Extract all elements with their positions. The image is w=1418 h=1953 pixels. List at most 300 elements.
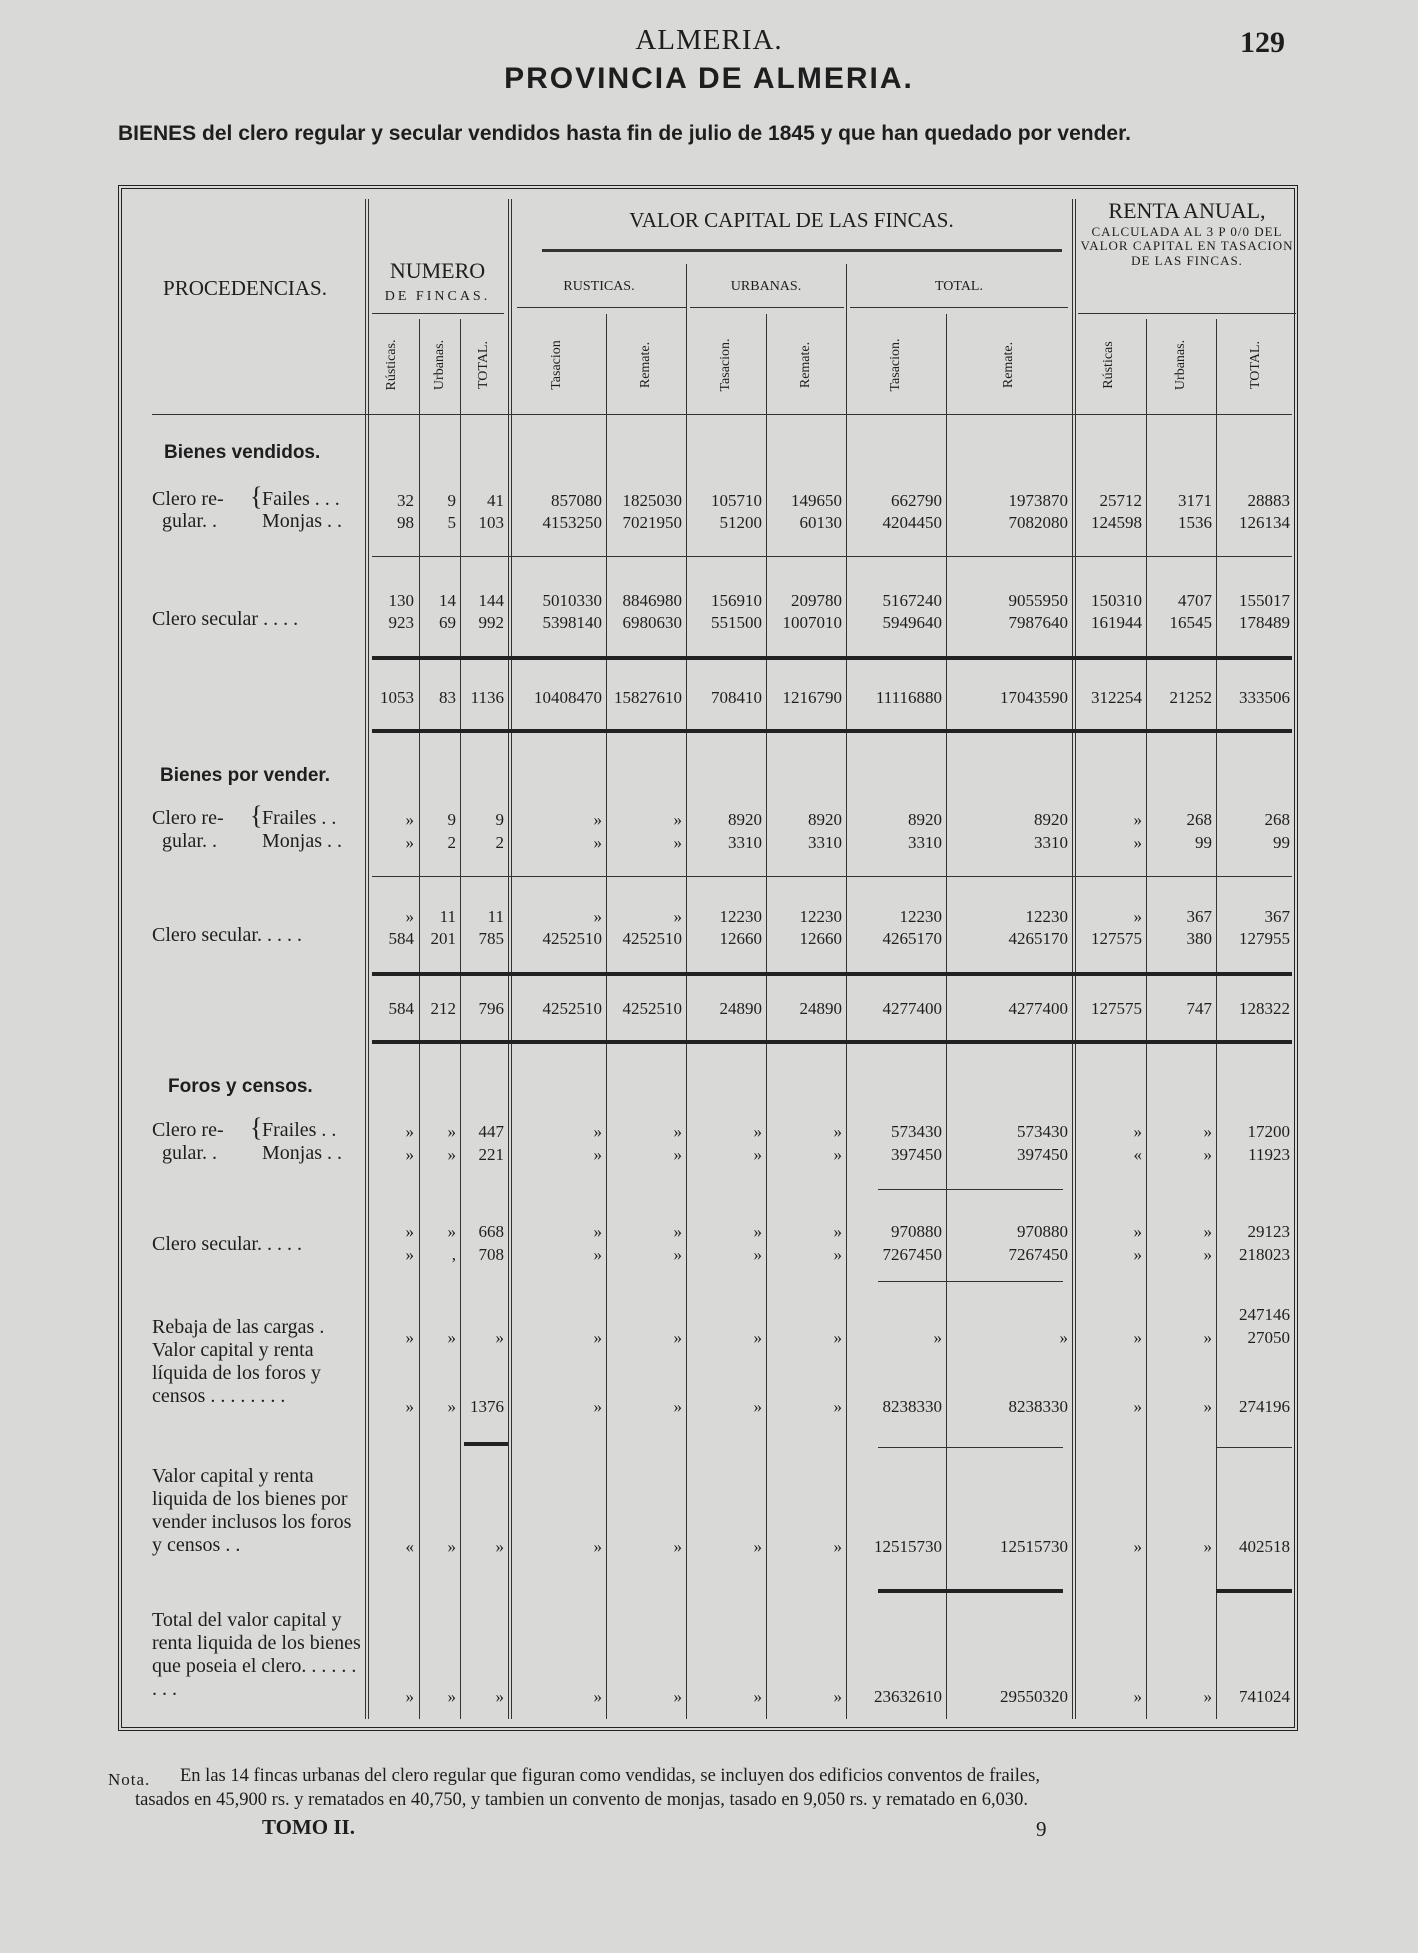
table-cell: »	[593, 1245, 602, 1264]
table-cell: »	[673, 1122, 682, 1141]
table-cell: 785	[478, 929, 504, 948]
header-rusticas: RUSTICAS.	[563, 279, 635, 294]
row-bienes	[122, 1535, 1294, 1559]
table-cell: 4707	[1178, 591, 1212, 610]
table-cell: 144	[478, 591, 504, 610]
brace-icon: {	[250, 482, 263, 511]
section-vendidos: Bienes vendidos.	[164, 442, 321, 463]
table-cell: »	[405, 1687, 414, 1706]
table-cell: 5167240	[882, 591, 942, 610]
table-cell: »	[833, 1537, 842, 1556]
table-cell: 1216790	[782, 688, 842, 707]
header-rule	[152, 414, 1292, 415]
table-cell: »	[1203, 1122, 1212, 1141]
table-cell: »	[753, 1397, 762, 1416]
table-cell: »	[405, 1222, 414, 1241]
divider-renta	[1072, 199, 1076, 1719]
table-cell: »	[1203, 1245, 1212, 1264]
table-cell: 149650	[791, 491, 842, 510]
table-cell: 60130	[799, 513, 842, 532]
row-p-secular	[122, 927, 1294, 951]
table-cell: 4153250	[542, 513, 602, 532]
table-cell: 4277400	[882, 999, 942, 1018]
table-cell: 178489	[1239, 613, 1290, 632]
table-cell: 8920	[1034, 810, 1068, 829]
table-cell: 4265170	[1008, 929, 1068, 948]
table-cell: »	[1133, 1222, 1142, 1241]
bienes-table	[118, 185, 1298, 1731]
label-rebaja: Rebaja de las cargas .	[152, 1316, 325, 1338]
table-cell: »	[1203, 1145, 1212, 1164]
table-cell: 8238330	[1008, 1397, 1068, 1416]
row-v-total	[122, 686, 1294, 710]
row-liquida	[122, 1395, 1294, 1419]
table-cell: »	[1133, 1537, 1142, 1556]
table-cell: 127575	[1091, 999, 1142, 1018]
col-renta-rusticas: Rústicas	[1101, 341, 1116, 389]
table-cell: »	[405, 1245, 414, 1264]
page-title: PROVINCIA DE ALMERIA.	[504, 62, 914, 95]
table-cell: 970880	[1017, 1222, 1068, 1241]
table-cell: 1536	[1178, 513, 1212, 532]
table-cell: 1053	[380, 688, 414, 707]
table-cell: »	[405, 1397, 414, 1416]
table-cell: 103	[478, 513, 504, 532]
tomo-label: TOMO II.	[262, 1815, 355, 1839]
table-cell: 5949640	[882, 613, 942, 632]
table-cell: 21252	[1169, 688, 1212, 707]
label-monjas: Monjas . .	[262, 830, 342, 852]
table-cell: »	[593, 810, 602, 829]
header-numero: NUMERO	[389, 258, 486, 283]
table-subtitle: BIENES del clero regular y secular vendidos hasta fin de julio de 1845 y que han quedado por vender.	[118, 122, 1131, 145]
table-cell: 268	[1264, 810, 1290, 829]
table-cell: 12230	[899, 907, 942, 926]
table-cell: 857080	[551, 491, 602, 510]
table-cell: 9	[447, 491, 456, 510]
rule	[878, 1281, 1063, 1282]
table-cell: 367	[1186, 907, 1212, 926]
note-line-1: En las 14 fincas urbanas del clero regular que figuran como vendidas, se incluyen dos edificios conventos de frailes,	[180, 1766, 1040, 1786]
table-cell: »	[753, 1537, 762, 1556]
table-cell: 12230	[719, 907, 762, 926]
table-cell: 8920	[728, 810, 762, 829]
table-cell: 212	[430, 999, 456, 1018]
table-cell: 7267450	[882, 1245, 942, 1264]
label-clero-re: Clero re-	[152, 488, 224, 510]
table-cell: 668	[478, 1222, 504, 1241]
table-cell: 2	[495, 833, 504, 852]
table-cell: 247146	[1239, 1305, 1290, 1324]
table-cell: 3310	[808, 833, 842, 852]
running-head: ALMERIA.	[635, 24, 783, 56]
table-cell: 69	[439, 613, 456, 632]
table-cell: 11	[439, 907, 456, 926]
brace-valor	[542, 249, 1062, 252]
col-tasacion-r: Tasacion	[549, 340, 564, 390]
table-cell: 397450	[891, 1145, 942, 1164]
table-cell: »	[673, 907, 682, 926]
table-cell: 17200	[1247, 1122, 1290, 1141]
table-cell: »	[495, 1537, 504, 1556]
table-cell: »	[593, 1397, 602, 1416]
table-cell: 992	[478, 613, 504, 632]
table-cell: »	[1133, 1122, 1142, 1141]
divider	[686, 264, 687, 1719]
table-cell: 4252510	[542, 999, 602, 1018]
table-cell: 150310	[1091, 591, 1142, 610]
table-cell: 3310	[908, 833, 942, 852]
table-cell: »	[673, 1222, 682, 1241]
table-cell: 1007010	[782, 613, 842, 632]
table-cell: 4204450	[882, 513, 942, 532]
table-cell: 99	[1273, 833, 1290, 852]
table-cell: 12660	[719, 929, 762, 948]
table-cell: 9	[447, 810, 456, 829]
table-cell: »	[405, 907, 414, 926]
table-cell: »	[405, 1328, 414, 1347]
brace-total	[850, 307, 1068, 308]
table-cell: »	[593, 1687, 602, 1706]
table-cell: 3171	[1178, 491, 1212, 510]
col-tasacion-u: Tasacion.	[718, 338, 733, 392]
table-cell: »	[593, 1222, 602, 1241]
table-cell: »	[593, 1145, 602, 1164]
table-cell: 4277400	[1008, 999, 1068, 1018]
table-cell: »	[673, 1145, 682, 1164]
header-de-fincas: DE FINCAS.	[384, 289, 491, 304]
table-cell: 10408470	[534, 688, 602, 707]
table-cell: »	[495, 1687, 504, 1706]
table-cell: »	[1203, 1397, 1212, 1416]
table-cell: 7021950	[622, 513, 682, 532]
table-cell: »	[833, 1328, 842, 1347]
col-total: TOTAL.	[476, 341, 491, 390]
row-p-frailes	[122, 808, 1294, 832]
table-cell: 274196	[1239, 1397, 1290, 1416]
row-p-monjas	[122, 831, 1294, 855]
label-gular: gular. .	[162, 830, 217, 852]
row-total	[122, 1685, 1294, 1709]
table-cell: «	[405, 1537, 414, 1556]
rule-thick	[372, 1040, 1292, 1044]
table-cell: »	[833, 1222, 842, 1241]
label-valor-liquida: Valor capital y renta líquida de los foros y censos . . . . . . . .	[152, 1339, 321, 1407]
table-cell: 333506	[1239, 688, 1290, 707]
table-cell: 7082080	[1008, 513, 1068, 532]
brace-icon: {	[250, 801, 263, 830]
table-cell: 12230	[1025, 907, 1068, 926]
row-v-monjas	[122, 511, 1294, 535]
table-cell: »	[405, 1122, 414, 1141]
brace-numero	[372, 313, 504, 314]
table-cell: »	[447, 1328, 456, 1347]
rule	[372, 556, 1292, 557]
table-cell: »	[673, 1328, 682, 1347]
table-cell: »	[1133, 1687, 1142, 1706]
table-cell: 32	[397, 491, 414, 510]
row-f-sec2	[122, 1243, 1294, 1267]
table-cell: 1825030	[622, 491, 682, 510]
table-cell: 4252510	[622, 929, 682, 948]
table-cell: 27050	[1247, 1328, 1290, 1347]
table-cell: »	[1203, 1328, 1212, 1347]
table-cell: 268	[1186, 810, 1212, 829]
table-cell: 9055950	[1008, 591, 1068, 610]
table-cell: 402518	[1239, 1537, 1290, 1556]
signature-mark: 9	[1036, 1817, 1047, 1841]
col-tasacion-t: Tasacion.	[888, 338, 903, 392]
label-secular-a: Clero secular . . . .	[152, 608, 299, 630]
table-cell: 796	[478, 999, 504, 1018]
table-cell: 28883	[1247, 491, 1290, 510]
table-cell: 16545	[1169, 613, 1212, 632]
table-cell: 923	[388, 613, 414, 632]
row-f-monjas	[122, 1143, 1294, 1167]
table-cell: 3310	[728, 833, 762, 852]
table-cell: 1136	[470, 688, 504, 707]
table-cell: 127955	[1239, 929, 1290, 948]
rule-thick	[372, 729, 1292, 733]
table-cell: 747	[1186, 999, 1212, 1018]
table-cell: 201	[430, 929, 456, 948]
table-cell: »	[447, 1145, 456, 1164]
section-foros: Foros y censos.	[168, 1076, 313, 1097]
label-clero-re: Clero re-	[152, 1119, 224, 1141]
table-cell: »	[833, 1397, 842, 1416]
table-cell: 23632610	[874, 1687, 942, 1706]
table-cell: 51200	[719, 513, 762, 532]
rule	[372, 876, 1292, 877]
table-cell: »	[833, 1245, 842, 1264]
label-gular: gular. .	[162, 1142, 217, 1164]
table-cell: 367	[1264, 907, 1290, 926]
table-cell: 128322	[1239, 999, 1290, 1018]
table-cell: »	[447, 1222, 456, 1241]
table-cell: 12230	[799, 907, 842, 926]
table-cell: 12660	[799, 929, 842, 948]
table-cell: 708410	[711, 688, 762, 707]
table-cell: 155017	[1239, 591, 1290, 610]
table-cell: 130	[388, 591, 414, 610]
table-cell: »	[1203, 1537, 1212, 1556]
table-cell: »	[447, 1397, 456, 1416]
table-cell: 14	[439, 591, 456, 610]
table-cell: »	[593, 833, 602, 852]
table-cell: 127575	[1091, 929, 1142, 948]
table-cell: 1376	[470, 1397, 504, 1416]
label-total-valor: Total del valor capital y renta liquida de los bienes que poseia el clero. . . . . . . . .	[152, 1609, 361, 1700]
table-cell: 12515730	[1000, 1537, 1068, 1556]
table-cell: 161944	[1091, 613, 1142, 632]
table-cell: 8920	[908, 810, 942, 829]
table-cell: 8920	[808, 810, 842, 829]
table-cell: »	[753, 1145, 762, 1164]
table-cell: »	[1133, 907, 1142, 926]
table-cell: 741024	[1239, 1687, 1290, 1706]
table-cell: 8846980	[622, 591, 682, 610]
table-cell: »	[1203, 1687, 1212, 1706]
table-cell: »	[753, 1328, 762, 1347]
table-cell: 584	[388, 999, 414, 1018]
table-cell: 7987640	[1008, 613, 1068, 632]
table-cell: 218023	[1239, 1245, 1290, 1264]
table-cell: 584	[388, 929, 414, 948]
header-renta-sub: CALCULADA AL 3 P 0/0 DEL VALOR CAPITAL EN TASACION DE LAS FINCAS.	[1080, 224, 1294, 268]
table-cell: »	[933, 1328, 942, 1347]
table-cell: »	[753, 1122, 762, 1141]
table-cell: »	[447, 1122, 456, 1141]
table-cell: 4252510	[542, 929, 602, 948]
col-renta-urbanas: Urbanas.	[1173, 339, 1188, 391]
col-rusticas: Rústicas.	[384, 339, 399, 391]
rule-thick	[878, 1589, 1063, 1593]
rule-thick	[372, 656, 1292, 660]
brace-icon: {	[250, 1113, 263, 1142]
table-cell: ,	[451, 1245, 456, 1264]
table-cell: 11923	[1248, 1145, 1290, 1164]
row-v-secular	[122, 611, 1294, 635]
table-cell: »	[1133, 810, 1142, 829]
table-cell: 312254	[1091, 688, 1142, 707]
table-cell: 11	[487, 907, 504, 926]
col-remate-u: Remate.	[798, 341, 813, 389]
table-cell: »	[593, 1537, 602, 1556]
table-cell: »	[673, 1537, 682, 1556]
table-cell: 126134	[1239, 513, 1290, 532]
table-cell: «	[1133, 1145, 1142, 1164]
table-cell: 708	[478, 1245, 504, 1264]
divider	[846, 264, 847, 1719]
header-procedencias: PROCEDENCIAS.	[163, 276, 327, 300]
table-cell: 11116880	[875, 688, 942, 707]
divider-numero	[508, 199, 512, 1719]
table-cell: 98	[397, 513, 414, 532]
table-cell: »	[405, 1145, 414, 1164]
table-cell: »	[447, 1537, 456, 1556]
rule	[1216, 1447, 1292, 1448]
row-p-total	[122, 997, 1294, 1021]
rule-thick	[464, 1442, 508, 1446]
table-cell: »	[1133, 833, 1142, 852]
note-label: Nota.	[108, 1770, 151, 1789]
table-cell: »	[593, 1122, 602, 1141]
table-cell: 221	[478, 1145, 504, 1164]
col-urbanas: Urbanas.	[432, 339, 447, 391]
table-cell: »	[1203, 1222, 1212, 1241]
label-monjas: Monjas . .	[262, 1142, 342, 1164]
table-cell: 447	[478, 1122, 504, 1141]
label-secular-c: Clero secular. . . . .	[152, 1233, 302, 1255]
header-total: TOTAL.	[934, 279, 983, 294]
table-cell: »	[833, 1687, 842, 1706]
table-cell: »	[673, 1397, 682, 1416]
label-monjas: Monjas . .	[262, 510, 342, 532]
table-cell: 9	[495, 810, 504, 829]
table-cell: »	[833, 1145, 842, 1164]
table-cell: 17043590	[1000, 688, 1068, 707]
header-renta-anual: RENTA ANUAL,	[1108, 198, 1266, 223]
table-cell: »	[447, 1687, 456, 1706]
row-v-frailes	[122, 489, 1294, 513]
brace-renta	[1078, 313, 1296, 314]
col-remate-r: Remate.	[638, 341, 653, 389]
table-cell: 29550320	[1000, 1687, 1068, 1706]
page-number: 129	[1240, 26, 1285, 59]
table-cell: 8238330	[882, 1397, 942, 1416]
table-cell: 380	[1186, 929, 1212, 948]
table-cell: »	[405, 833, 414, 852]
table-cell: »	[833, 1122, 842, 1141]
table-cell: 156910	[711, 591, 762, 610]
table-cell: »	[405, 810, 414, 829]
label-gular: gular. .	[162, 510, 217, 532]
table-cell: 551500	[711, 613, 762, 632]
note-line-2: tasados en 45,900 rs. y rematados en 40,750, y tambien un convento de monjas, tasado en 9,050 rs. y rematado en 6,030.	[135, 1790, 1028, 1810]
table-cell: 5010330	[542, 591, 602, 610]
table-cell: 2	[447, 833, 456, 852]
col-remate-t: Remate.	[1001, 341, 1016, 389]
table-cell: 12515730	[874, 1537, 942, 1556]
table-cell: 7267450	[1008, 1245, 1068, 1264]
table-cell: 99	[1195, 833, 1212, 852]
table-cell: »	[673, 810, 682, 829]
label-secular-b: Clero secular. . . . .	[152, 924, 302, 946]
table-cell: 3310	[1034, 833, 1068, 852]
table-cell: 29123	[1247, 1222, 1290, 1241]
header-urbanas: URBANAS.	[730, 279, 802, 294]
table-cell: »	[673, 833, 682, 852]
label-frailes: Frailes . .	[262, 1119, 337, 1141]
table-cell: 105710	[711, 491, 762, 510]
table-cell: 209780	[791, 591, 842, 610]
table-cell: 124598	[1091, 513, 1142, 532]
table-cell: »	[1059, 1328, 1068, 1347]
rule-thick	[1216, 1589, 1292, 1593]
table-cell: 573430	[891, 1122, 942, 1141]
table-cell: »	[593, 907, 602, 926]
rule	[878, 1447, 1063, 1448]
table-cell: 662790	[891, 491, 942, 510]
table-cell: 970880	[891, 1222, 942, 1241]
table-cell: 1973870	[1008, 491, 1068, 510]
table-cell: 6980630	[622, 613, 682, 632]
table-cell: 4265170	[882, 929, 942, 948]
label-clero-re: Clero re-	[152, 807, 224, 829]
table-cell: 24890	[719, 999, 762, 1018]
table-cell: »	[495, 1328, 504, 1347]
divider-procedencias	[365, 199, 369, 1719]
table-cell: 397450	[1017, 1145, 1068, 1164]
table-cell: 573430	[1017, 1122, 1068, 1141]
brace-urbanas	[690, 307, 844, 308]
rule	[878, 1189, 1063, 1190]
table-cell: 5398140	[542, 613, 602, 632]
table-cell: 24890	[799, 999, 842, 1018]
table-cell: »	[1133, 1397, 1142, 1416]
brace-rusticas	[517, 307, 687, 308]
col-renta-total: TOTAL.	[1248, 341, 1263, 390]
table-cell: 83	[439, 688, 456, 707]
table-cell: 15827610	[614, 688, 682, 707]
table-cell: »	[1133, 1328, 1142, 1347]
label-valor-bienes: Valor capital y renta liquida de los bienes por vender inclusos los foros y censos . .	[152, 1465, 352, 1556]
table-cell: »	[753, 1222, 762, 1241]
table-cell: »	[673, 1687, 682, 1706]
table-cell: »	[593, 1328, 602, 1347]
table-cell: »	[753, 1687, 762, 1706]
label-frailes: Failes . . .	[262, 488, 340, 510]
